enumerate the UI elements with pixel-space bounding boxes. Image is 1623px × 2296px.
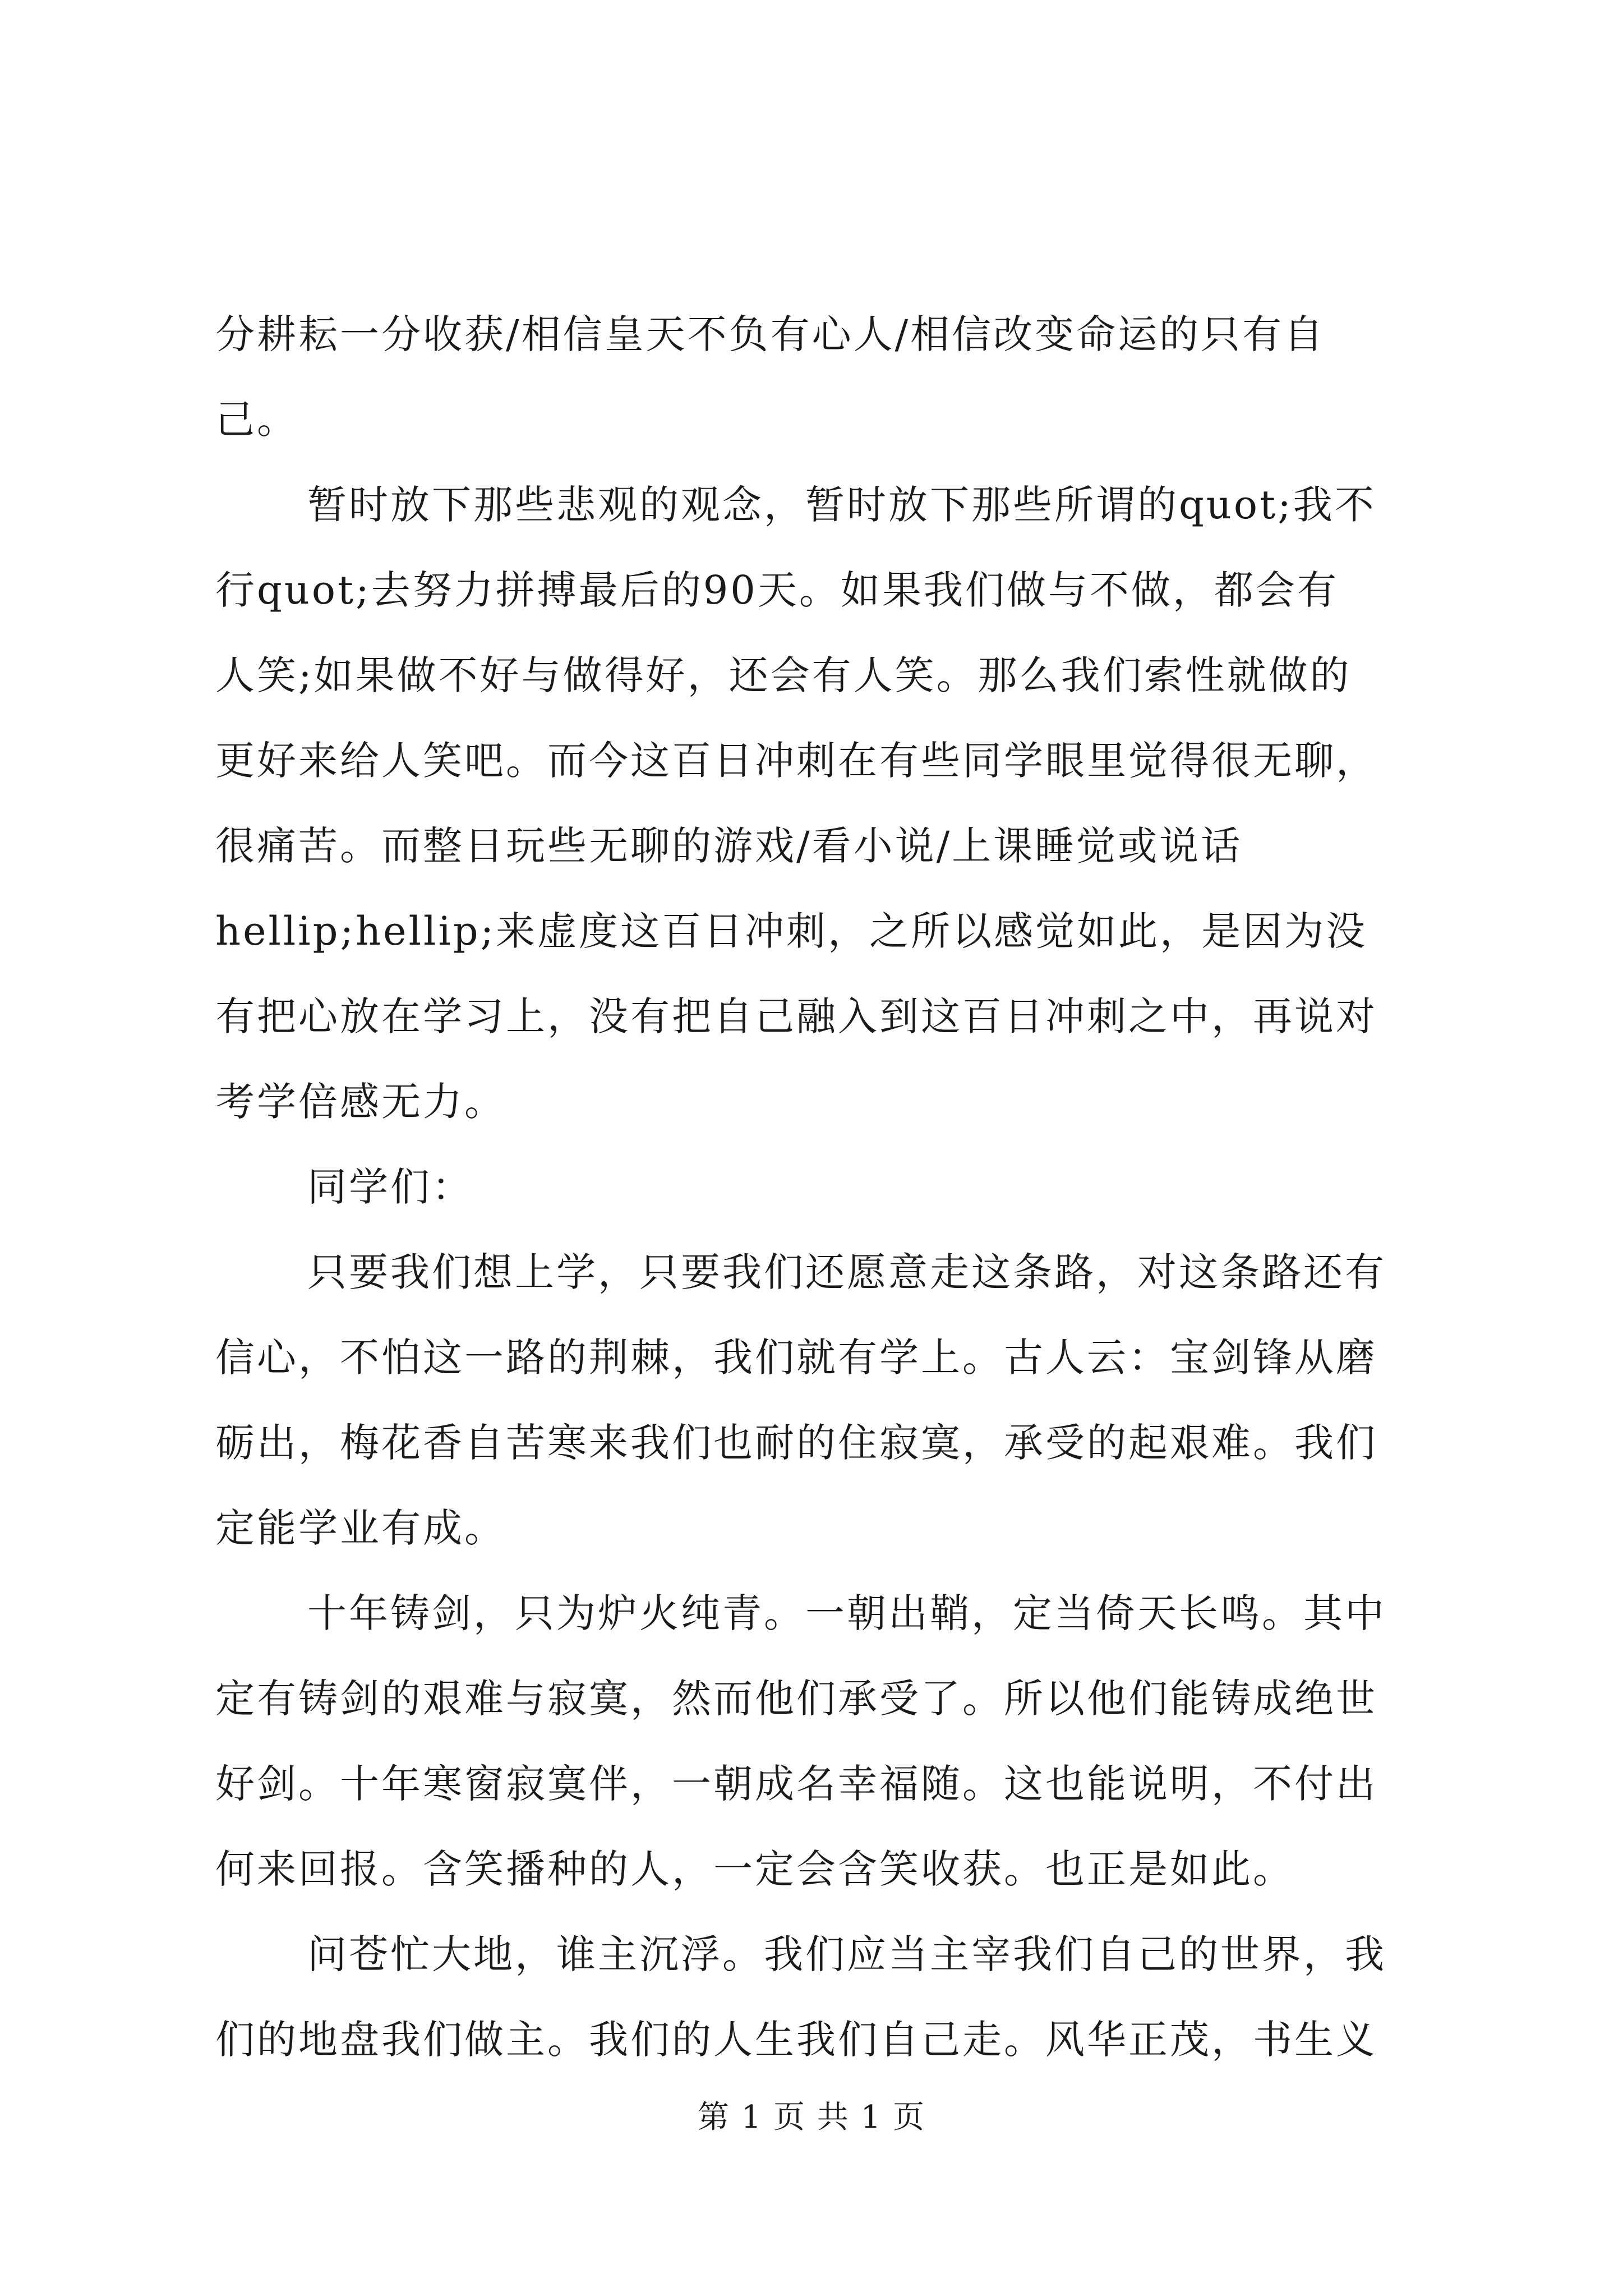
- paragraph-5: [215, 1571, 1418, 1912]
- text-line: 同学们：: [307, 1164, 473, 1210]
- text-line: 问苍忙大地，谁主沉浮。我们应当主宰我们自己的世界，我: [307, 1931, 1386, 1977]
- text-line: 砺出，梅花香自苦寒来我们也耐的住寂寞，承受的起艰难。我们: [215, 1420, 1377, 1466]
- text-line: 好剑。十年寒窗寂寞伴，一朝成名幸福随。这也能说明，不付出: [215, 1761, 1377, 1807]
- paragraph-1: [215, 292, 1418, 462]
- text-line: 考学倍感无力。: [215, 1079, 506, 1125]
- text-line: 人笑;如果做不好与做得好，还会有人笑。那么我们索性就做的: [215, 652, 1352, 698]
- text-line: 只要我们想上学，只要我们还愿意走这条路，对这条路还有: [307, 1249, 1386, 1295]
- paragraph-6: [215, 1912, 1418, 2082]
- text-line: 很痛苦。而整日玩些无聊的游戏/看小说/上课睡觉或说话: [215, 823, 1243, 869]
- text-line: 有把心放在学习上，没有把自己融入到这百日冲刺之中，再说对: [215, 993, 1377, 1039]
- paragraph-3: [215, 1144, 1418, 1230]
- text-line: 更好来给人笑吧。而今这百日冲刺在有些同学眼里觉得很无聊，: [215, 738, 1377, 784]
- page-footer: [0, 2095, 1623, 2140]
- text-line: 何来回报。含笑播种的人，一定会含笑收获。也正是如此。: [215, 1846, 1294, 1892]
- paragraph-2: [215, 462, 1418, 1144]
- text-line: 己。: [215, 397, 298, 443]
- page-number-label: 第 1 页 共 1 页: [697, 2099, 926, 2136]
- document-body: [215, 292, 1418, 2082]
- text-line: 分耕耘一分收获/相信皇天不负有心人/相信改变命运的只有自: [215, 311, 1326, 357]
- paragraph-4: [215, 1230, 1418, 1571]
- text-line: 十年铸剑，只为炉火纯青。一朝出鞘，定当倚天长鸣。其中: [307, 1590, 1386, 1636]
- text-line: 们的地盘我们做主。我们的人生我们自己走。风华正茂，书生义: [215, 2017, 1377, 2063]
- text-line: hellip;hellip;来虚度这百日冲刺，之所以感觉如此，是因为没: [215, 908, 1368, 954]
- text-line: 信心，不怕这一路的荆棘，我们就有学上。古人云：宝剑锋从磨: [215, 1335, 1377, 1381]
- text-line: 行quot;去努力拼搏最后的90天。如果我们做与不做，都会有: [215, 567, 1339, 613]
- text-line: 定有铸剑的艰难与寂寞，然而他们承受了。所以他们能铸成绝世: [215, 1676, 1377, 1722]
- text-line: 暂时放下那些悲观的观念，暂时放下那些所谓的quot;我不: [307, 482, 1376, 528]
- text-line: 定能学业有成。: [215, 1505, 506, 1551]
